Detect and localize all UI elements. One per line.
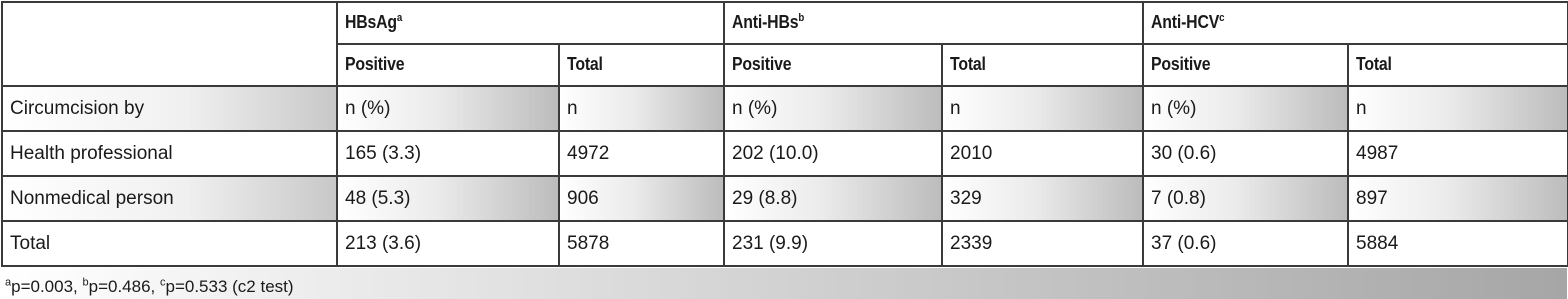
table-cell: 5878 <box>559 221 724 266</box>
units-row <box>2 86 1568 131</box>
serology-table <box>1 1 1568 267</box>
row-label-cell: Health professional <box>2 131 337 176</box>
group-header-anti-hbs: Anti-HBs$^b$ <box>724 2 1143 44</box>
row-label-cell: Total <box>2 221 337 266</box>
row-label-cell: Nonmedical person <box>2 176 337 221</box>
subheader-cell: Total <box>559 44 724 86</box>
group-header-hbsag: HBsAg$^a$ <box>337 2 724 44</box>
table-row <box>2 176 1568 221</box>
unit-cell: n (%) <box>1143 86 1348 131</box>
subheader-cell: Total <box>1348 44 1568 86</box>
table-cell: 37 (0.6) <box>1143 221 1348 266</box>
table-cell: 2339 <box>942 221 1143 266</box>
table-cell: 29 (8.8) <box>724 176 942 221</box>
unit-cell: n <box>1348 86 1568 131</box>
group-header-row <box>2 2 1568 44</box>
table-cell: 2010 <box>942 131 1143 176</box>
row-label-cell: Circumcision by <box>2 86 337 131</box>
table-cell: 5884 <box>1348 221 1568 266</box>
table-cell: 165 (3.3) <box>337 131 559 176</box>
subheader-cell: Total <box>942 44 1143 86</box>
unit-cell: n <box>559 86 724 131</box>
table-footnote: $^a$p=0.003, $^b$p=0.486, $^c$p=0.533 (c2 test) <box>1 268 1567 299</box>
table-cell: 231 (9.9) <box>724 221 942 266</box>
unit-cell: n <box>942 86 1143 131</box>
group-header-anti-hcv: Anti-HCV$^c$ <box>1143 2 1568 44</box>
table-cell: 202 (10.0) <box>724 131 942 176</box>
table-cell: 329 <box>942 176 1143 221</box>
table-cell: 213 (3.6) <box>337 221 559 266</box>
table-cell: 906 <box>559 176 724 221</box>
table-cell: 897 <box>1348 176 1568 221</box>
table-cell: 7 (0.8) <box>1143 176 1348 221</box>
table-row <box>2 131 1568 176</box>
unit-cell: n (%) <box>724 86 942 131</box>
table-cell: 48 (5.3) <box>337 176 559 221</box>
corner-cell <box>2 2 337 86</box>
table-row <box>2 221 1568 266</box>
unit-cell: n (%) <box>337 86 559 131</box>
data-table-container <box>0 1 1568 299</box>
subheader-cell: Positive <box>1143 44 1348 86</box>
table-cell: 4972 <box>559 131 724 176</box>
table-cell: 30 (0.6) <box>1143 131 1348 176</box>
subheader-cell: Positive <box>337 44 559 86</box>
subheader-cell: Positive <box>724 44 942 86</box>
table-cell: 4987 <box>1348 131 1568 176</box>
